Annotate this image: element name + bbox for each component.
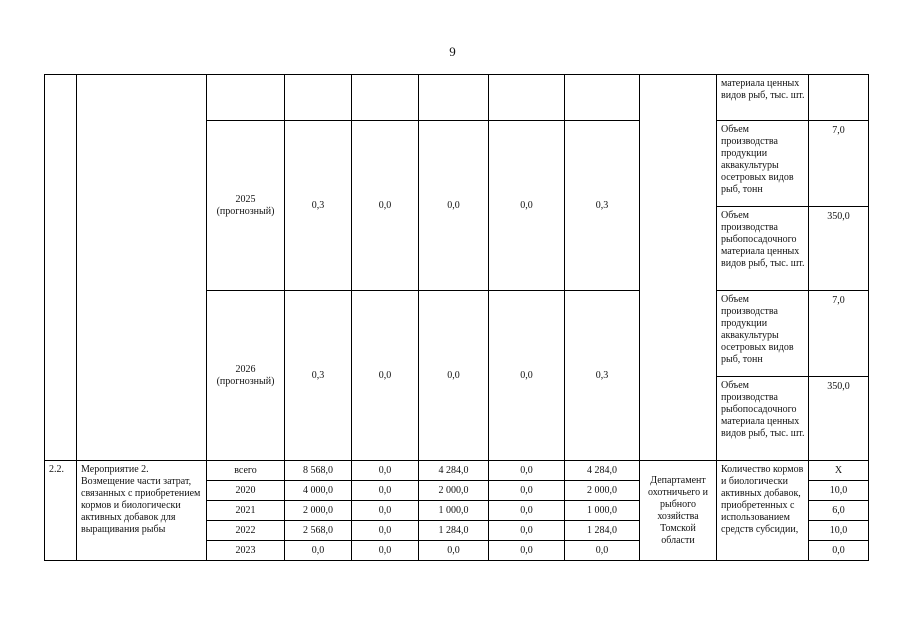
- event-cell-empty: [77, 75, 207, 461]
- indicator-value: 7,0: [809, 291, 869, 377]
- year-cell: 2020: [207, 481, 285, 501]
- value-cell: 2 000,0: [565, 481, 640, 501]
- value-cell: 8 568,0: [285, 461, 352, 481]
- year-cell: 2026 (прогнозный): [207, 291, 285, 461]
- event-number: 2.2.: [45, 461, 77, 561]
- indicator-cell: Объем производства продукции аквакультуры осетровых видов рыб, тонн: [717, 291, 809, 377]
- value-cell: 0,0: [419, 121, 489, 291]
- indicator-cell: Объем производства рыбопосадочного материала ценных видов рыб, тыс. шт.: [717, 207, 809, 291]
- indicator-value: 0,0: [809, 541, 869, 561]
- number-cell-empty: [45, 75, 77, 461]
- year-cell: 2025 (прогнозный): [207, 121, 285, 291]
- indicator-value: 6,0: [809, 501, 869, 521]
- page-number: 9: [449, 44, 456, 59]
- value-cell: 2 000,0: [419, 481, 489, 501]
- indicator-cell: Объем производства рыбопосадочного материала ценных видов рыб, тыс. шт.: [717, 377, 809, 461]
- year-cell: всего: [207, 461, 285, 481]
- indicator-value: 7,0: [809, 121, 869, 207]
- value-cell: 0,0: [352, 481, 419, 501]
- indicator-cell: материала ценных видов рыб, тыс. шт.: [717, 75, 809, 121]
- executor-cell-empty: [640, 75, 717, 461]
- value-cell: 0,0: [419, 291, 489, 461]
- value-cell: 1 284,0: [419, 521, 489, 541]
- value-cell: 0,0: [352, 121, 419, 291]
- indicator-value: 10,0: [809, 521, 869, 541]
- value-cell: 0,0: [489, 461, 565, 481]
- value-cell: 0,0: [285, 541, 352, 561]
- executor-cell: Департамент охотничьего и рыбного хозяйства Томской области: [640, 461, 717, 561]
- value-cell: 0,0: [352, 541, 419, 561]
- value-cell: 1 000,0: [419, 501, 489, 521]
- year-cell: 2022: [207, 521, 285, 541]
- value-cell: 1 000,0: [565, 501, 640, 521]
- value-cell: 0,0: [352, 501, 419, 521]
- value-cell: 0,0: [489, 481, 565, 501]
- value-cell: 2 000,0: [285, 501, 352, 521]
- value-cell: 0,0: [489, 291, 565, 461]
- table-row: [45, 75, 869, 121]
- value-cell: 0,0: [489, 521, 565, 541]
- indicator-value: X: [809, 461, 869, 481]
- value-cell: 0,0: [419, 541, 489, 561]
- indicator-value: 10,0: [809, 481, 869, 501]
- value-cell: 2 568,0: [285, 521, 352, 541]
- value-cell: 4 000,0: [285, 481, 352, 501]
- value-cell: 0,0: [352, 521, 419, 541]
- indicator-value: 350,0: [809, 377, 869, 461]
- table-row: [45, 461, 869, 481]
- indicator-cell: Объем производства продукции аквакультуры осетровых видов рыб, тонн: [717, 121, 809, 207]
- value-cell: 0,3: [285, 291, 352, 461]
- value-cell: 0,0: [565, 541, 640, 561]
- value-cell: 0,0: [489, 541, 565, 561]
- event-title: Мероприятие 2. Возмещение части затрат, связанных с приобретением кормов и биологически активных добавок для выращивания рыбы: [77, 461, 207, 561]
- value-cell: 1 284,0: [565, 521, 640, 541]
- value-cell: 0,0: [489, 121, 565, 291]
- indicator-value: 350,0: [809, 207, 869, 291]
- value-cell: 0,3: [285, 121, 352, 291]
- year-cell: 2023: [207, 541, 285, 561]
- program-table: [44, 74, 869, 561]
- value-cell: 4 284,0: [565, 461, 640, 481]
- indicator-cell: Количество кормов и биологически активных добавок, приобретенных с использованием средств субсидии,: [717, 461, 809, 561]
- value-cell: 0,3: [565, 121, 640, 291]
- value-cell: 4 284,0: [419, 461, 489, 481]
- year-cell: 2021: [207, 501, 285, 521]
- value-cell: 0,3: [565, 291, 640, 461]
- value-cell: 0,0: [352, 291, 419, 461]
- value-cell: 0,0: [489, 501, 565, 521]
- value-cell: 0,0: [352, 461, 419, 481]
